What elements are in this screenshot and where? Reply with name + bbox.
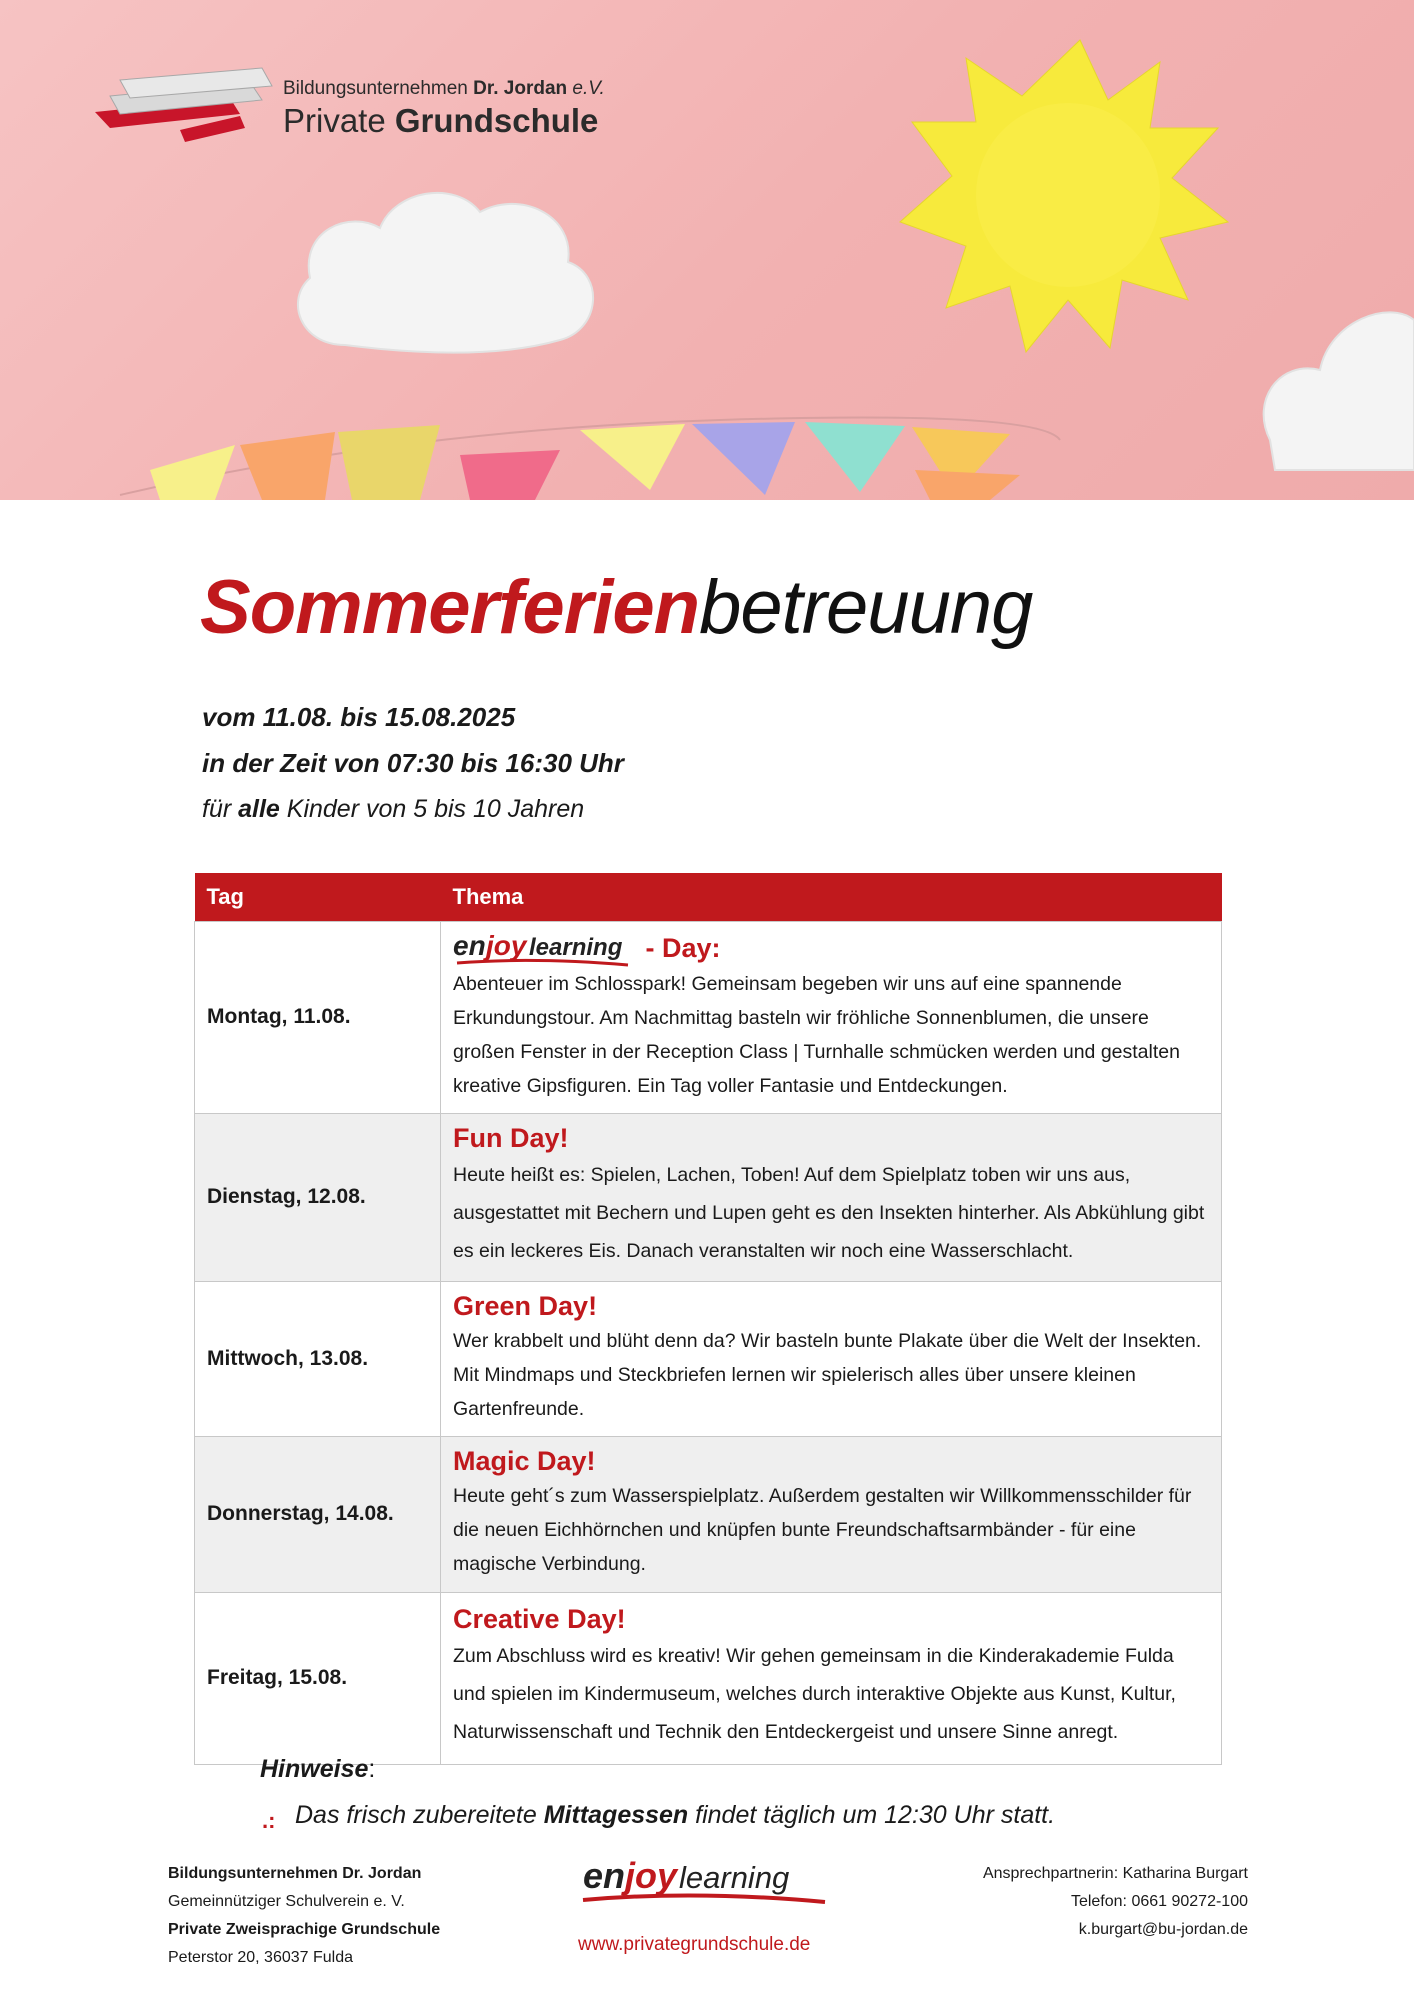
- table-row: [195, 1281, 1222, 1436]
- enjoy-learning: learning: [529, 933, 623, 961]
- note-bullet-icon: .:: [262, 1808, 276, 1833]
- logo-org-prefix: Bildungsunternehmen: [283, 78, 474, 99]
- logo-organisation: [283, 78, 605, 100]
- theme-title: Creative Day!: [453, 1604, 626, 1635]
- theme-description: Heute heißt es: Spielen, Lachen, Toben! Auf dem Spielplatz toben wir uns aus, ausgestattet mit Bechern und Lupen geht es den Insekten hinterher. Als Abkühlung gibt es ein leckeres Eis. Danach veranstalten wir noch eine Wasserschlacht.: [453, 1164, 1205, 1263]
- theme-cell: [441, 1436, 1222, 1592]
- table-row: [195, 1436, 1222, 1592]
- footer-association: Gemeinnütziger Schulverein e. V.: [168, 1893, 405, 1910]
- notes-heading-text: Hinweise: [260, 1755, 369, 1783]
- audience-bold: alle: [238, 795, 280, 823]
- day-cell: Montag, 11.08.: [195, 922, 441, 1114]
- day-cell: Freitag, 15.08.: [195, 1592, 441, 1764]
- page-title: [200, 565, 1033, 650]
- enjoy-joy: joy: [486, 929, 527, 961]
- theme-cell: [441, 1592, 1222, 1764]
- table-row: [195, 1113, 1222, 1281]
- footer-street: Peterstor 20, 36037 Fulda: [168, 1949, 354, 1966]
- enjoy-day-suffix: - Day:: [638, 932, 721, 963]
- theme-title: Magic Day!: [453, 1446, 596, 1477]
- school-logo: [283, 78, 605, 140]
- logo-school-name: Grundschule: [394, 102, 599, 139]
- footer-school: Private Zweisprachige Grundschule: [168, 1921, 441, 1938]
- theme-cell: [441, 1113, 1222, 1281]
- title-highlight: Sommerferien: [200, 565, 700, 650]
- cloud-icon: [298, 193, 593, 353]
- footer-email[interactable]: k.burgart@bu-jordan.de: [1078, 1921, 1248, 1938]
- footer-phone: Telefon: 0661 90272-100: [1070, 1893, 1248, 1910]
- intro-time: in der Zeit von 07:30 bis 16:30 Uhr: [202, 748, 624, 778]
- day-cell: Donnerstag, 14.08.: [195, 1436, 441, 1592]
- day-cell: Dienstag, 12.08.: [195, 1113, 441, 1281]
- footer-logo-en: en: [583, 1855, 626, 1896]
- website-link[interactable]: www.privategrundschule.de: [578, 1934, 811, 1955]
- theme-description: Wer krabbelt und blüht denn da? Wir basteln bunte Plakate über die Welt der Insekten. Mit Mindmaps und Steckbriefen lernen wir spielerisch alles über unsere kleinen Gartenfreunde.: [453, 1329, 1202, 1420]
- note-lunch: [295, 1801, 1055, 1830]
- intro-block: [202, 694, 624, 832]
- footer-org: Bildungsunternehmen Dr. Jordan: [168, 1865, 422, 1882]
- logo-school: [283, 102, 605, 140]
- note-prefix: Das frisch zubereitete: [295, 1801, 544, 1829]
- day-cell: Mittwoch, 13.08.: [195, 1281, 441, 1436]
- footer-enjoy-learning-logo: [575, 1852, 835, 1912]
- audience-suffix: Kinder von 5 bis 10 Jahren: [279, 795, 585, 823]
- logo-org-suffix: e.V.: [567, 78, 605, 99]
- logo-books-icon: [95, 68, 272, 142]
- logo-org-name: Dr. Jordan: [473, 78, 568, 99]
- intro-dates: vom 11.08. bis 15.08.2025: [202, 702, 516, 732]
- notes-heading: [260, 1755, 375, 1784]
- theme-cell: [441, 1281, 1222, 1436]
- enjoy-learning-day-title: [453, 928, 1209, 967]
- footer-address: [168, 1860, 440, 1972]
- theme-cell: [441, 922, 1222, 1114]
- footer-contact-person: Ansprechpartnerin: Katharina Burgart: [982, 1865, 1248, 1882]
- hero-illustration: [0, 0, 1414, 500]
- title-rest: betreuung: [699, 565, 1033, 650]
- hero-banner: [0, 0, 1414, 500]
- theme-title: Green Day!: [453, 1290, 598, 1321]
- table-row: [195, 1592, 1222, 1764]
- table-header-row: [195, 873, 1222, 922]
- note-suffix: findet täglich um 12:30 Uhr statt.: [688, 1801, 1056, 1829]
- intro-audience: [202, 786, 624, 832]
- schedule-table: [194, 873, 1222, 1765]
- theme-description: Zum Abschluss wird es kreativ! Wir gehen gemeinsam in die Kinderakademie Fulda und spielen im Kindermuseum, welches durch interaktive Objekte aus Kunst, Kultur, Naturwissenschaft und Technik den Entdeckergeist und unsere Sinne anregt.: [453, 1645, 1176, 1744]
- enjoy-learning-logo: [453, 929, 638, 967]
- cloud-icon: [1264, 312, 1414, 470]
- notes-heading-colon: :: [368, 1755, 376, 1783]
- theme-title: Fun Day!: [453, 1123, 569, 1154]
- table-row: [195, 922, 1222, 1114]
- enjoy-en: en: [453, 929, 486, 961]
- note-bold: Mittagessen: [543, 1801, 689, 1829]
- theme-description: Abenteuer im Schlosspark! Gemeinsam begeben wir uns auf eine spannende Erkundungstour. Am Nachmittag basteln wir fröhliche Sonnenblumen, die unsere großen Fenster in der Reception Class | Turnhalle schmücken werden und gestalten kreative Gipsfiguren. Ein Tag voller Fantasie und Entdeckungen.: [453, 972, 1180, 1097]
- theme-description: Heute geht´s zum Wasserspielplatz. Außerdem gestalten wir Willkommensschilder für die neuen Eichhörnchen und knüpfen bunte Freundschaftsarmbänder - für eine magische Verbindung.: [453, 1485, 1192, 1576]
- audience-prefix: für: [202, 795, 239, 823]
- bunting-flags: [150, 422, 1020, 500]
- logo-school-prefix: Private: [283, 102, 395, 139]
- sun-icon: [900, 40, 1228, 352]
- footer-logo-learning: learning: [679, 1860, 790, 1895]
- footer-contact: [983, 1860, 1248, 1944]
- footer-logo-joy: joy: [625, 1855, 678, 1896]
- column-header-theme: Thema: [441, 873, 1222, 922]
- column-header-day: Tag: [195, 873, 441, 922]
